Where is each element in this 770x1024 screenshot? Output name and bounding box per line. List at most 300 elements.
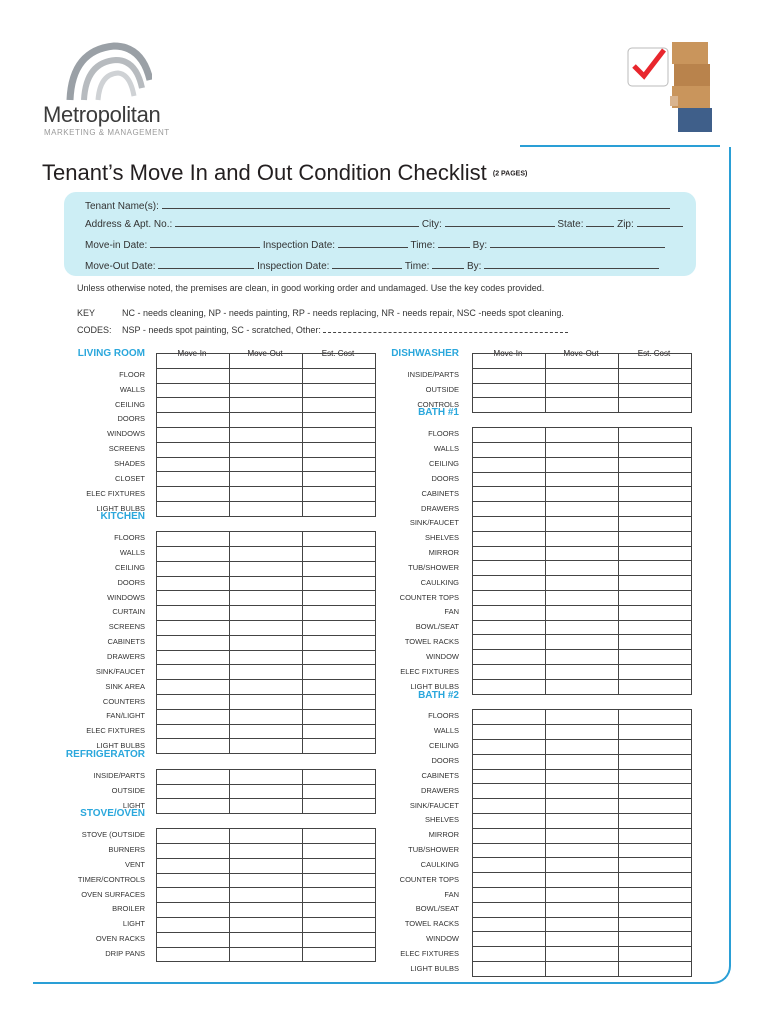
table-row: [473, 843, 692, 858]
moveout-cell[interactable]: [546, 710, 619, 725]
movein-cell[interactable]: [157, 606, 230, 621]
movein-cell[interactable]: [157, 903, 230, 918]
moveout-cell[interactable]: [230, 487, 303, 502]
moveout-cell[interactable]: [546, 368, 619, 383]
moveout-cell[interactable]: [230, 620, 303, 635]
moveout-cell[interactable]: [230, 888, 303, 903]
cost-cell[interactable]: [619, 902, 692, 917]
moveout-cell[interactable]: [546, 754, 619, 769]
cost-cell[interactable]: [619, 917, 692, 932]
item-label: DRAWERS: [106, 652, 145, 661]
item-label: CAULKING: [420, 577, 459, 587]
movein-cell[interactable]: [157, 457, 230, 472]
movein-cell[interactable]: [473, 902, 546, 917]
moveout-cell[interactable]: [546, 591, 619, 606]
item-label: FLOORS: [428, 711, 459, 721]
moveout-cell[interactable]: [546, 784, 619, 799]
cost-cell[interactable]: [619, 650, 692, 665]
movein-cell[interactable]: [473, 828, 546, 843]
cost-cell[interactable]: [619, 961, 692, 976]
movein-cell[interactable]: [473, 368, 546, 383]
moveout-row: [85, 259, 659, 272]
moveout-date-field[interactable]: [158, 259, 254, 269]
item-label: SHADES: [114, 458, 145, 468]
movein-cell[interactable]: [157, 442, 230, 457]
cost-cell[interactable]: [619, 679, 692, 694]
moveout-cell[interactable]: [546, 725, 619, 740]
movein-cell[interactable]: [473, 620, 546, 635]
cost-cell[interactable]: [619, 620, 692, 635]
moveout-cell[interactable]: [230, 694, 303, 709]
cost-cell[interactable]: [619, 398, 692, 413]
moveout-cell[interactable]: [546, 843, 619, 858]
movein-cell[interactable]: [157, 487, 230, 502]
cost-cell[interactable]: [619, 443, 692, 458]
moveout-cell[interactable]: [546, 739, 619, 754]
movein-cell[interactable]: [157, 932, 230, 947]
movein-cell[interactable]: [473, 605, 546, 620]
logo-arcs-icon: [62, 40, 152, 102]
table-row: [473, 457, 692, 472]
item-label: WINDOWS: [107, 429, 145, 439]
moveout-cell[interactable]: [230, 532, 303, 547]
item-label: CABINETS: [421, 488, 459, 498]
right-header-movein: Move-In: [493, 349, 523, 358]
moveout-cell[interactable]: [230, 635, 303, 650]
moveout-cell[interactable]: [546, 858, 619, 873]
movein-cell: [473, 354, 546, 369]
moveout-cell[interactable]: [546, 769, 619, 784]
moveout-cell[interactable]: [546, 502, 619, 517]
item-label: CEILING: [428, 458, 459, 468]
time-label-1: Time:: [410, 240, 436, 251]
address-field[interactable]: [175, 217, 419, 227]
cost-cell[interactable]: [619, 932, 692, 947]
table-row: [473, 487, 692, 502]
moveout-cell[interactable]: [230, 903, 303, 918]
movein-cell[interactable]: [473, 932, 546, 947]
cost-cell[interactable]: [619, 368, 692, 383]
cost-cell[interactable]: [619, 828, 692, 843]
cost-cell[interactable]: [619, 799, 692, 814]
cost-cell[interactable]: [619, 576, 692, 591]
moveout-cell[interactable]: [546, 457, 619, 472]
movein-cell[interactable]: [473, 917, 546, 932]
table-row: [473, 917, 692, 932]
cost-cell[interactable]: [619, 502, 692, 517]
item-label: CEILING: [114, 399, 145, 409]
address-label: Address & Apt. No.:: [85, 219, 173, 230]
moveout-cell[interactable]: [546, 472, 619, 487]
other-code-field[interactable]: [323, 323, 568, 333]
movein-cell[interactable]: [473, 576, 546, 591]
moveout-cell[interactable]: [230, 829, 303, 844]
time-field-1[interactable]: [438, 238, 470, 248]
moveout-cell[interactable]: [546, 679, 619, 694]
movein-cell[interactable]: [157, 665, 230, 680]
table-row: [473, 679, 692, 694]
movein-cell[interactable]: [157, 888, 230, 903]
left-header-movein: Move-In: [177, 349, 207, 358]
moveout-cell[interactable]: [546, 947, 619, 962]
moveout-cell[interactable]: [230, 398, 303, 413]
by-field-1[interactable]: [490, 238, 665, 248]
address-row: [85, 217, 683, 230]
item-label: LIGHT BULBS: [410, 681, 459, 691]
movein-cell[interactable]: [473, 383, 546, 398]
item-label: DRAWERS: [420, 785, 459, 795]
movein-cell[interactable]: [157, 709, 230, 724]
moveout-cell[interactable]: [546, 517, 619, 532]
item-label: MIRROR: [428, 548, 459, 558]
item-label: SHELVES: [424, 533, 459, 543]
cost-cell[interactable]: [619, 531, 692, 546]
item-label: INSIDE/PARTS: [93, 770, 145, 780]
movein-cell[interactable]: [157, 784, 230, 799]
zip-field[interactable]: [637, 217, 683, 227]
moveout-cell[interactable]: [230, 917, 303, 932]
moveout-cell[interactable]: [546, 605, 619, 620]
moveout-cell[interactable]: [230, 368, 303, 383]
moveout-cell[interactable]: [230, 561, 303, 576]
cost-cell[interactable]: [619, 665, 692, 680]
moveout-cell[interactable]: [230, 413, 303, 428]
movein-cell[interactable]: [473, 799, 546, 814]
item-label: OVEN RACKS: [95, 934, 145, 944]
movein-cell[interactable]: [473, 457, 546, 472]
cost-cell[interactable]: [619, 725, 692, 740]
item-label: FAN/LIGHT: [106, 711, 145, 721]
moveout-cell[interactable]: [230, 873, 303, 888]
moveout-cell[interactable]: [546, 531, 619, 546]
movein-cell[interactable]: [473, 517, 546, 532]
table-row: [473, 428, 692, 443]
moveout-cell[interactable]: [546, 383, 619, 398]
item-label: FAN: [444, 607, 459, 617]
movein-cell[interactable]: [473, 813, 546, 828]
moveout-cell[interactable]: [230, 724, 303, 739]
table-row: [473, 576, 692, 591]
section-title: DISHWASHER: [391, 348, 459, 359]
movein-cell[interactable]: [473, 710, 546, 725]
item-label: WALLS: [119, 384, 145, 394]
item-label: TOWEL RACKS: [404, 919, 459, 929]
item-label: CEILING: [114, 562, 145, 572]
movein-cell[interactable]: [157, 383, 230, 398]
moveout-cell[interactable]: [230, 606, 303, 621]
movein-cell[interactable]: [157, 917, 230, 932]
item-label: WINDOW: [426, 934, 459, 944]
movein-cell[interactable]: [157, 724, 230, 739]
movein-cell[interactable]: [157, 398, 230, 413]
item-label: INSIDE/PARTS: [407, 369, 459, 379]
key-label: KEY: [77, 308, 96, 318]
moveout-cell[interactable]: [230, 383, 303, 398]
moveout-cell[interactable]: [546, 487, 619, 502]
by-label-2: By:: [467, 261, 482, 272]
movein-cell[interactable]: [157, 947, 230, 962]
moveout-cell[interactable]: [230, 858, 303, 873]
movein-cell[interactable]: [473, 784, 546, 799]
moveout-cell[interactable]: [546, 902, 619, 917]
moveout-cell[interactable]: [546, 665, 619, 680]
movein-cell[interactable]: [473, 961, 546, 976]
cost-cell[interactable]: [619, 428, 692, 443]
movein-cell[interactable]: [157, 427, 230, 442]
right-header-moveout: Move-Out: [563, 349, 599, 358]
table-row: [473, 873, 692, 888]
inspection-date-field-1[interactable]: [338, 238, 408, 248]
moveout-cell[interactable]: [546, 428, 619, 443]
moveout-cell[interactable]: [230, 457, 303, 472]
moveout-cell[interactable]: [230, 739, 303, 754]
cost-cell[interactable]: [619, 843, 692, 858]
inspection-label-1: Inspection Date:: [262, 240, 336, 251]
item-label: CONTROLS: [417, 399, 459, 409]
cost-cell[interactable]: [619, 887, 692, 902]
cost-cell[interactable]: [619, 517, 692, 532]
table-row: [473, 546, 692, 561]
moveout-cell[interactable]: [230, 427, 303, 442]
city-field[interactable]: [445, 217, 555, 227]
cost-cell[interactable]: [619, 858, 692, 873]
cost-cell[interactable]: [619, 472, 692, 487]
moveout-cell[interactable]: [546, 813, 619, 828]
inspection-label-2: Inspection Date:: [257, 261, 330, 272]
cost-cell[interactable]: [619, 487, 692, 502]
item-label: TOWEL RACKS: [404, 637, 459, 647]
inspection-date-field-2[interactable]: [332, 259, 402, 269]
right-header-cost: Est. Cost: [637, 349, 671, 358]
cost-cell[interactable]: [619, 605, 692, 620]
movein-cell[interactable]: [157, 620, 230, 635]
item-label: WINDOWS: [107, 592, 145, 602]
tenant-name-field[interactable]: [162, 199, 670, 209]
item-label: WALLS: [433, 726, 459, 736]
movein-cell[interactable]: [157, 591, 230, 606]
moveout-cell[interactable]: [230, 591, 303, 606]
movein-cell[interactable]: [157, 739, 230, 754]
table-row: [473, 561, 692, 576]
moveout-cell[interactable]: [546, 576, 619, 591]
cost-cell[interactable]: [619, 769, 692, 784]
movein-cell[interactable]: [157, 873, 230, 888]
moveout-cell[interactable]: [230, 501, 303, 516]
by-label-1: By:: [472, 240, 488, 251]
time-field-2[interactable]: [432, 259, 464, 269]
movein-cell[interactable]: [157, 694, 230, 709]
movein-cell[interactable]: [473, 635, 546, 650]
cost-cell[interactable]: [619, 739, 692, 754]
item-label: OUTSIDE: [425, 384, 459, 394]
cost-cell[interactable]: [619, 784, 692, 799]
cost-cell[interactable]: [619, 561, 692, 576]
city-label: City:: [421, 219, 442, 230]
movein-cell[interactable]: [473, 531, 546, 546]
section-title: LIVING ROOM: [77, 348, 145, 359]
moveout-cell[interactable]: [230, 680, 303, 695]
movein-cell[interactable]: [157, 650, 230, 665]
table-row: [473, 368, 692, 383]
table-row: [473, 887, 692, 902]
movein-cell[interactable]: [473, 591, 546, 606]
movein-cell[interactable]: [473, 887, 546, 902]
item-label: ELEC FIXTURES: [400, 666, 459, 676]
cost-cell[interactable]: [619, 710, 692, 725]
movein-cell[interactable]: [473, 472, 546, 487]
moveout-cell[interactable]: [546, 398, 619, 413]
moveout-cell[interactable]: [230, 709, 303, 724]
cost-cell[interactable]: [619, 635, 692, 650]
movein-cell[interactable]: [473, 561, 546, 576]
cost-cell[interactable]: [619, 546, 692, 561]
table-row: [473, 383, 692, 398]
movein-cell[interactable]: [157, 413, 230, 428]
section-title: KITCHEN: [100, 511, 145, 523]
table-row: [473, 517, 692, 532]
logo-tagline: MARKETING & MANAGEMENT: [44, 128, 170, 137]
table-row: [473, 799, 692, 814]
moveout-cell[interactable]: [230, 442, 303, 457]
movein-cell[interactable]: [473, 725, 546, 740]
moveout-cell: [230, 354, 303, 369]
movein-cell[interactable]: [157, 368, 230, 383]
movein-cell[interactable]: [473, 947, 546, 962]
moveout-cell[interactable]: [230, 769, 303, 784]
checklist-table: [472, 427, 692, 694]
movein-cell[interactable]: [473, 443, 546, 458]
item-label: CAULKING: [420, 859, 459, 869]
moveout-cell[interactable]: [230, 784, 303, 799]
table-row: [473, 591, 692, 606]
movein-cell[interactable]: [473, 428, 546, 443]
movein-cell[interactable]: [473, 398, 546, 413]
item-label: WALLS: [433, 444, 459, 454]
movein-cell[interactable]: [157, 635, 230, 650]
movein-row: [85, 238, 665, 251]
moveout-cell[interactable]: [546, 932, 619, 947]
moveout-cell[interactable]: [546, 873, 619, 888]
item-label: DRAWERS: [420, 503, 459, 513]
item-label: FAN: [444, 889, 459, 899]
moveout-cell[interactable]: [230, 472, 303, 487]
movein-cell[interactable]: [157, 546, 230, 561]
cost-cell[interactable]: [619, 813, 692, 828]
moveout-cell[interactable]: [230, 546, 303, 561]
table-row: [473, 961, 692, 976]
moveout-cell[interactable]: [230, 947, 303, 962]
movein-cell[interactable]: [157, 532, 230, 547]
left-header-cost: Est. Cost: [321, 349, 355, 358]
movein-cell[interactable]: [157, 843, 230, 858]
cost-cell[interactable]: [619, 383, 692, 398]
key-row-1: [77, 308, 564, 318]
movein-cell[interactable]: [473, 769, 546, 784]
item-label: SCREENS: [108, 622, 145, 632]
item-label: MIRROR: [428, 830, 459, 840]
movein-cell: [157, 354, 230, 369]
cost-cell[interactable]: [619, 457, 692, 472]
moveout-cell[interactable]: [230, 576, 303, 591]
moveout-cell[interactable]: [230, 843, 303, 858]
movein-cell[interactable]: [473, 679, 546, 694]
moveout-cell[interactable]: [230, 799, 303, 814]
moveout-cell[interactable]: [546, 620, 619, 635]
item-label: FLOORS: [428, 429, 459, 439]
table-row: [473, 725, 692, 740]
movein-cell[interactable]: [157, 680, 230, 695]
table-row: [473, 858, 692, 873]
movein-cell[interactable]: [157, 561, 230, 576]
movein-cell[interactable]: [157, 472, 230, 487]
movein-cell[interactable]: [157, 829, 230, 844]
table-row: [473, 754, 692, 769]
cost-cell[interactable]: [619, 947, 692, 962]
movein-cell[interactable]: [473, 754, 546, 769]
movein-cell[interactable]: [157, 769, 230, 784]
movein-cell[interactable]: [473, 873, 546, 888]
movein-cell[interactable]: [157, 799, 230, 814]
table-row: [473, 947, 692, 962]
by-field-2[interactable]: [484, 259, 659, 269]
item-label: BOWL/SEAT: [415, 904, 459, 914]
movein-cell[interactable]: [157, 858, 230, 873]
item-label: LIGHT BULBS: [96, 503, 145, 513]
table-row: [473, 932, 692, 947]
item-label: CLOSET: [114, 473, 145, 483]
moveout-cell[interactable]: [546, 546, 619, 561]
state-field[interactable]: [586, 217, 614, 227]
cost-cell[interactable]: [619, 591, 692, 606]
moveout-label: Move-Out Date:: [85, 261, 156, 272]
table-row: [473, 472, 692, 487]
moveout-cell[interactable]: [546, 917, 619, 932]
moveout-cell[interactable]: [546, 799, 619, 814]
moveout-cell[interactable]: [230, 932, 303, 947]
moveout-cell[interactable]: [546, 635, 619, 650]
title-note: (2 PAGES): [492, 170, 528, 178]
moveout-cell[interactable]: [546, 561, 619, 576]
movein-cell[interactable]: [473, 843, 546, 858]
moveout-cell[interactable]: [546, 443, 619, 458]
movein-date-field[interactable]: [150, 238, 260, 248]
movein-cell[interactable]: [473, 546, 546, 561]
moveout-cell[interactable]: [546, 828, 619, 843]
table-row: [473, 665, 692, 680]
table-row: [473, 813, 692, 828]
movein-cell[interactable]: [157, 501, 230, 516]
cost-cell[interactable]: [619, 873, 692, 888]
movein-cell[interactable]: [473, 502, 546, 517]
movein-cell[interactable]: [473, 487, 546, 502]
moveout-cell[interactable]: [546, 650, 619, 665]
movein-cell[interactable]: [473, 739, 546, 754]
moveout-cell[interactable]: [230, 665, 303, 680]
movein-cell[interactable]: [473, 650, 546, 665]
moveout-cell[interactable]: [230, 650, 303, 665]
movein-cell[interactable]: [157, 576, 230, 591]
item-label: CURTAIN: [112, 607, 145, 617]
movein-cell[interactable]: [473, 858, 546, 873]
cost-cell[interactable]: [619, 754, 692, 769]
moveout-cell[interactable]: [546, 887, 619, 902]
item-label: ELEC FIXTURES: [86, 488, 145, 498]
item-label: WALLS: [119, 548, 145, 558]
table-row: [473, 398, 692, 413]
item-label: ELEC FIXTURES: [86, 726, 145, 736]
movein-cell[interactable]: [473, 665, 546, 680]
moveout-cell[interactable]: [546, 961, 619, 976]
